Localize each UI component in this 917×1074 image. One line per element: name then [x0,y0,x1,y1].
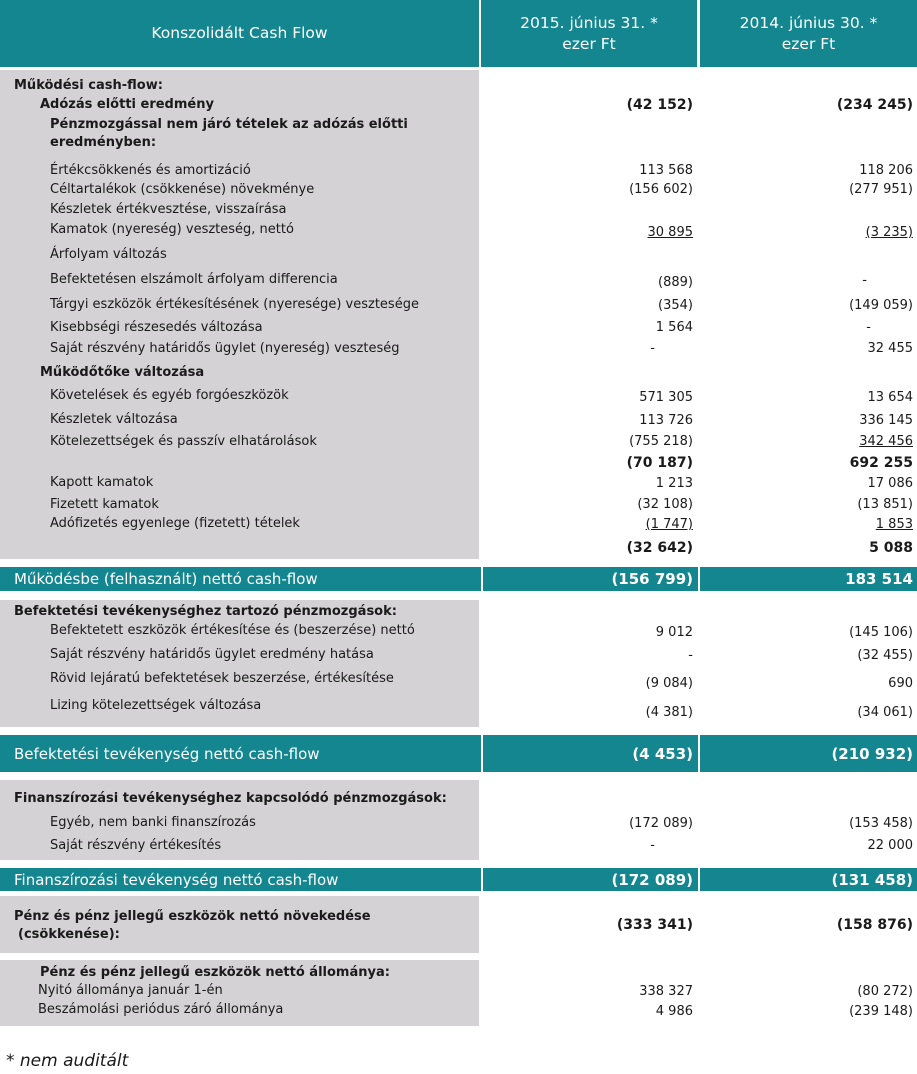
row-label: Fizetett kamatok [50,497,159,512]
row-value-2015: 571 305 [639,390,693,405]
row-label: Árfolyam változás [50,247,167,262]
row-value-2014: 32 455 [867,341,913,356]
row-value-2014: (145 106) [849,625,913,640]
row-label: Befektetésen elszámolt árfolyam differencia [50,272,338,287]
row-label: Adófizetés egyenlege (fizetett) tételek [50,516,300,531]
row-value-2014: 17 086 [867,476,913,491]
row-value-2014: 22 000 [867,838,913,853]
row-label: Céltartalékok (csökkenése) növekménye [50,182,315,197]
row-value-2015: 113 726 [639,413,693,428]
row-label: Lizing kötelezettségek változása [50,698,262,713]
row-value-2015: 1 564 [655,320,693,335]
row-label: Követelések és egyéb forgóeszközök [50,388,289,403]
row-label: Saját részvény értékesítés [50,838,222,853]
row-label: Pénzmozgással nem járó tételek az adózás előtti [50,117,408,132]
row-label: Készletek értékvesztése, visszaírása [50,202,287,217]
row-value-2015: (354) [658,298,693,313]
row-value-2014: 13 654 [867,390,913,405]
row-label: Kapott kamatok [50,475,154,490]
investing-heading: Befektetési tevékenységhez tartozó pénzmozgások: [14,604,397,619]
row-value-2014: - [866,320,871,335]
column-header-2014 [700,0,917,67]
row-label: Kisebbségi részesedés változása [50,320,263,335]
row-value-2014: (234 245) [836,97,913,113]
row-value-2015: (42 152) [626,97,693,113]
row-value-2015: 338 327 [639,984,693,999]
row-label: Saját részvény határidős ügylet eredmény hatása [50,647,374,662]
row-label: Készletek változása [50,412,178,427]
column-header-2014-date: 2014. június 30. * [739,13,878,32]
column-header-2015 [481,0,697,67]
row-value-2015: (4 381) [645,705,693,720]
net-change-label-cont: (csökkenése): [18,927,120,942]
row-label: Egyéb, nem banki finanszírozás [50,815,256,830]
investing-net-cash-flow-label: Befektetési tevékenység nettó cash-flow [14,745,320,763]
financing-net-cash-flow-2014: (131 458) [831,871,913,889]
row-label: Kamatok (nyereség) veszteség, nettó [50,222,294,237]
row-label: Tárgyi eszközök értékesítésének (nyeresége) vesztesége [50,297,419,312]
financing-net-cash-flow-label: Finanszírozási tevékenység nettó cash-flow [14,871,339,889]
row-value-2015: - [650,341,655,356]
row-label: eredményben: [50,135,157,150]
investing-net-cash-flow-2014: (210 932) [831,745,913,763]
row-value-2015: 30 895 [647,225,693,240]
working-capital-heading: Működőtőke változása [40,365,205,380]
row-label: Adózás előtti eredmény [40,97,214,112]
row-value-2014: (13 851) [857,497,913,512]
row-value-2015: 4 986 [655,1004,693,1019]
row-value-2014: 118 206 [859,163,913,178]
row-value-2015: (755 218) [629,434,693,449]
row-value-2015: 9 012 [655,625,693,640]
row-value-2015: 1 213 [655,476,693,491]
row-value-2015: 113 568 [639,163,693,178]
operating-net-cash-flow-label: Működésbe (felhasznált) nettó cash-flow [14,570,318,588]
subtotal-2015: (70 187) [626,455,693,471]
row-value-2014: (34 061) [857,705,913,720]
net-change-2014: (158 876) [836,917,913,933]
financing-net-cash-flow-2015: (172 089) [611,871,693,889]
row-label: Beszámolási periódus záró állománya [38,1002,284,1017]
row-value-2014: 336 145 [859,413,913,428]
row-value-2015: - [650,838,655,853]
row-value-2015: (1 747) [645,517,693,532]
subtotal-2014: 692 255 [849,455,913,471]
row-value-2014: 342 456 [859,434,913,449]
row-label: Kötelezettségek és passzív elhatárolások [50,434,317,449]
financing-heading: Finanszírozási tevékenységhez kapcsolódó pénzmozgások: [14,791,447,806]
row-label: Befektetett eszközök értékesítése és (beszerzése) nettó [50,623,415,638]
footnote-not-audited: * nem auditált [6,1051,129,1071]
row-label: Rövid lejáratú befektetések beszerzése, értékesítése [50,671,394,686]
row-label: Nyitó állománya január 1-én [38,983,223,998]
row-value-2015: (32 108) [637,497,693,512]
row-value-2014: (153 458) [849,816,913,831]
balance-heading: Pénz és pénz jellegű eszközök nettó állománya: [40,965,390,980]
subtotal-2014: 5 088 [869,540,913,556]
row-label: Saját részvény határidős ügylet (nyereség) veszteség [50,341,400,356]
operating-net-cash-flow-2014: 183 514 [845,570,913,588]
row-value-2014: - [862,273,867,288]
investing-net-cash-flow-2015: (4 453) [632,745,693,763]
row-value-2014: (239 148) [849,1004,913,1019]
row-value-2014: (149 059) [849,298,913,313]
net-change-2015: (333 341) [616,917,693,933]
row-value-2015: - [688,648,693,663]
row-value-2014: 1 853 [875,517,913,532]
row-value-2014: (3 235) [865,225,913,240]
column-header-2015-unit: ezer Ft [562,34,616,53]
row-value-2015: (172 089) [629,816,693,831]
row-value-2015: (156 602) [629,182,693,197]
subtotal-2015: (32 642) [626,540,693,556]
net-change-label: Pénz és pénz jellegű eszközök nettó növekedése [14,909,371,924]
row-value-2015: (889) [658,275,693,290]
row-value-2014: (32 455) [857,648,913,663]
operating-net-cash-flow-2015: (156 799) [611,570,693,588]
row-value-2014: (277 951) [849,182,913,197]
operating-cash-flow-heading: Működési cash-flow: [14,78,163,93]
table-header-title: Konszolidált Cash Flow [0,0,479,67]
row-value-2015: (9 084) [645,676,693,691]
row-value-2014: 690 [888,676,913,691]
row-value-2014: (80 272) [857,984,913,999]
row-label: Értékcsökkenés és amortizáció [50,163,251,178]
column-header-2014-unit: ezer Ft [781,34,836,53]
column-header-2015-date: 2015. június 31. * [520,13,658,32]
